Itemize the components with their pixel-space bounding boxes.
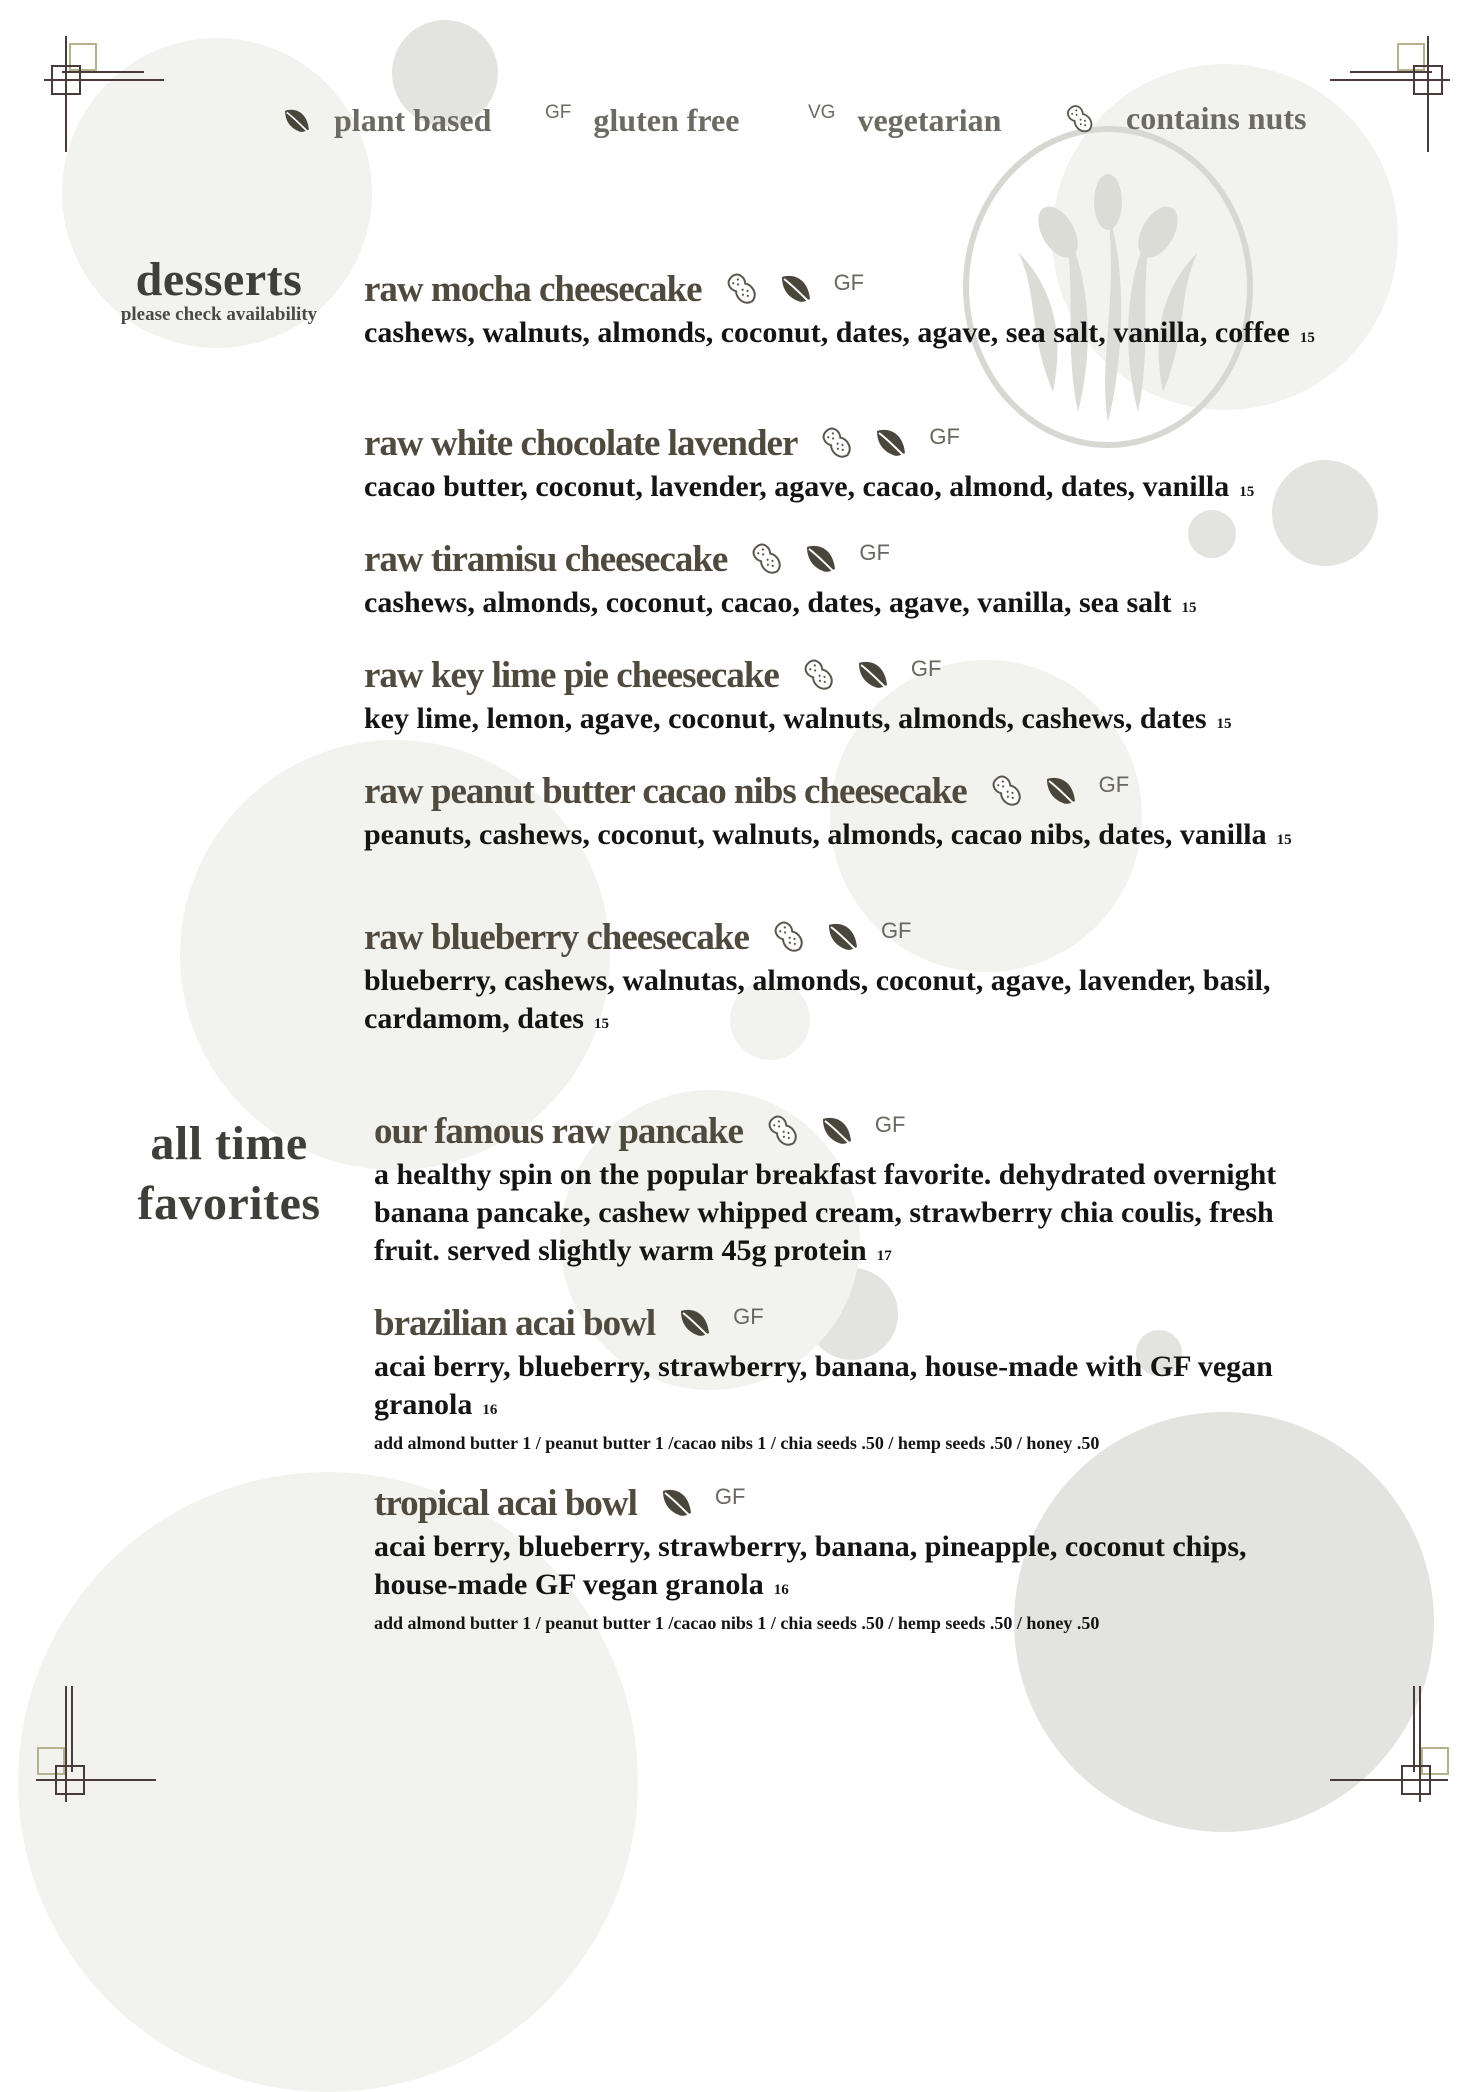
peanut-icon — [817, 423, 857, 463]
item-title: tropical acai bowl — [374, 1482, 637, 1524]
menu-item — [364, 264, 1384, 357]
item-price: 15 — [1181, 600, 1197, 616]
item-title: raw blueberry cheesecake — [364, 916, 749, 958]
legend-plant-based-label: plant based — [334, 102, 492, 138]
item-price: 15 — [1239, 484, 1255, 500]
gf-tag: GF — [910, 656, 942, 681]
item-title: raw key lime pie cheesecake — [364, 654, 779, 696]
item-title: brazilian acai bowl — [374, 1302, 656, 1344]
desserts-heading — [104, 250, 334, 326]
menu-item — [364, 418, 1384, 511]
vg-abbr: VG — [808, 101, 836, 123]
gf-tag: GF — [880, 918, 912, 943]
menu-item — [364, 650, 1384, 743]
item-description: cacao butter, coconut, lavender, agave, cacao, almond, dates, vanilla — [364, 470, 1230, 503]
favorites-title-line1: all time — [150, 1117, 308, 1170]
legend-gluten-free-label: gluten free — [593, 102, 740, 138]
item-price: 17 — [876, 1248, 892, 1264]
item-description: acai berry, blueberry, strawberry, banana, pineapple, coconut chips, house-made GF vegan granola — [374, 1530, 1247, 1601]
gf-abbr: GF — [545, 101, 572, 123]
favorites-heading — [104, 1114, 354, 1234]
item-price: 16 — [482, 1402, 498, 1418]
desserts-subtitle: please check availability — [120, 304, 318, 325]
leaf-icon — [871, 423, 911, 463]
item-description: peanuts, cashews, coconut, walnuts, almonds, cacao nibs, dates, vanilla — [364, 818, 1267, 851]
legend-contains-nuts-label: contains nuts — [1126, 100, 1307, 136]
legend-contains-nuts — [1062, 100, 1307, 137]
item-description: cashews, almonds, coconut, cacao, dates, agave, vanilla, sea salt — [364, 586, 1172, 619]
peanut-icon — [799, 655, 839, 695]
menu-item — [364, 534, 1384, 627]
corner-ornament-bottom-left — [36, 1686, 156, 1806]
item-price: 15 — [1216, 716, 1232, 732]
legend-vegetarian — [808, 102, 1001, 139]
leaf-icon — [801, 539, 841, 579]
gf-tag: GF — [859, 540, 890, 565]
menu-item — [374, 1106, 1304, 1275]
item-title: raw mocha cheesecake — [364, 268, 702, 310]
item-price: 15 — [1299, 330, 1315, 346]
leaf-icon — [823, 917, 863, 957]
peanut-icon — [763, 1111, 803, 1151]
item-title: our famous raw pancake — [374, 1110, 743, 1152]
leaf-icon — [280, 104, 314, 138]
item-description: acai berry, blueberry, strawberry, banana, house-made with GF vegan granola — [374, 1350, 1273, 1421]
favorites-title-line2: favorites — [137, 1177, 321, 1230]
item-price: 15 — [1276, 832, 1292, 848]
leaf-icon — [657, 1483, 697, 1523]
gf-tag: GF — [833, 270, 865, 295]
leaf-icon — [853, 655, 893, 695]
leaf-icon — [776, 269, 816, 309]
gf-tag: GF — [733, 1304, 764, 1329]
menu-item — [364, 766, 1384, 859]
item-description: cashews, walnuts, almonds, coconut, dates, agave, sea salt, vanilla, coffee — [364, 316, 1290, 349]
menu-item — [374, 1478, 1304, 1634]
item-title: raw white chocolate lavender — [364, 422, 798, 464]
gf-tag: GF — [1098, 772, 1130, 797]
peanut-icon — [747, 539, 787, 579]
peanut-icon — [987, 771, 1027, 811]
menu-item — [364, 912, 1384, 1043]
peanut-icon — [1062, 101, 1098, 137]
item-addons: add almond butter 1 / peanut butter 1 /cacao nibs 1 / chia seeds .50 / hemp seeds .50 / honey .50 — [374, 1613, 1100, 1633]
item-description: blueberry, cashews, walnutas, almonds, coconut, agave, lavender, basil, cardamom, dates — [364, 964, 1271, 1035]
dietary-legend — [0, 96, 1484, 146]
peanut-icon — [769, 917, 809, 957]
item-price: 16 — [773, 1582, 789, 1598]
leaf-icon — [675, 1303, 715, 1343]
item-title: raw peanut butter cacao nibs cheesecake — [364, 770, 967, 812]
corner-ornament-bottom-right — [1330, 1686, 1450, 1806]
item-description: a healthy spin on the popular breakfast favorite. dehydrated overnight banana pancake, cashew whipped cream, strawberry chia coulis, fresh fruit. served slightly warm 45g protein — [374, 1158, 1277, 1267]
item-description: key lime, lemon, agave, coconut, walnuts, almonds, cashews, dates — [364, 702, 1207, 735]
item-price: 15 — [593, 1016, 609, 1032]
desserts-title: desserts — [135, 253, 303, 306]
gf-tag: GF — [714, 1484, 746, 1509]
legend-vegetarian-label: vegetarian — [857, 102, 1002, 138]
peanut-icon — [722, 269, 762, 309]
leaf-icon — [817, 1111, 857, 1151]
item-addons: add almond butter 1 / peanut butter 1 /cacao nibs 1 / chia seeds .50 / hemp seeds .50 / honey .50 — [374, 1433, 1100, 1453]
item-title: raw tiramisu cheesecake — [364, 538, 728, 580]
gf-tag: GF — [874, 1112, 906, 1137]
menu-item — [374, 1298, 1304, 1454]
legend-gluten-free — [545, 102, 739, 139]
legend-plant-based — [280, 102, 491, 139]
leaf-icon — [1041, 771, 1081, 811]
gf-tag: GF — [929, 424, 960, 449]
